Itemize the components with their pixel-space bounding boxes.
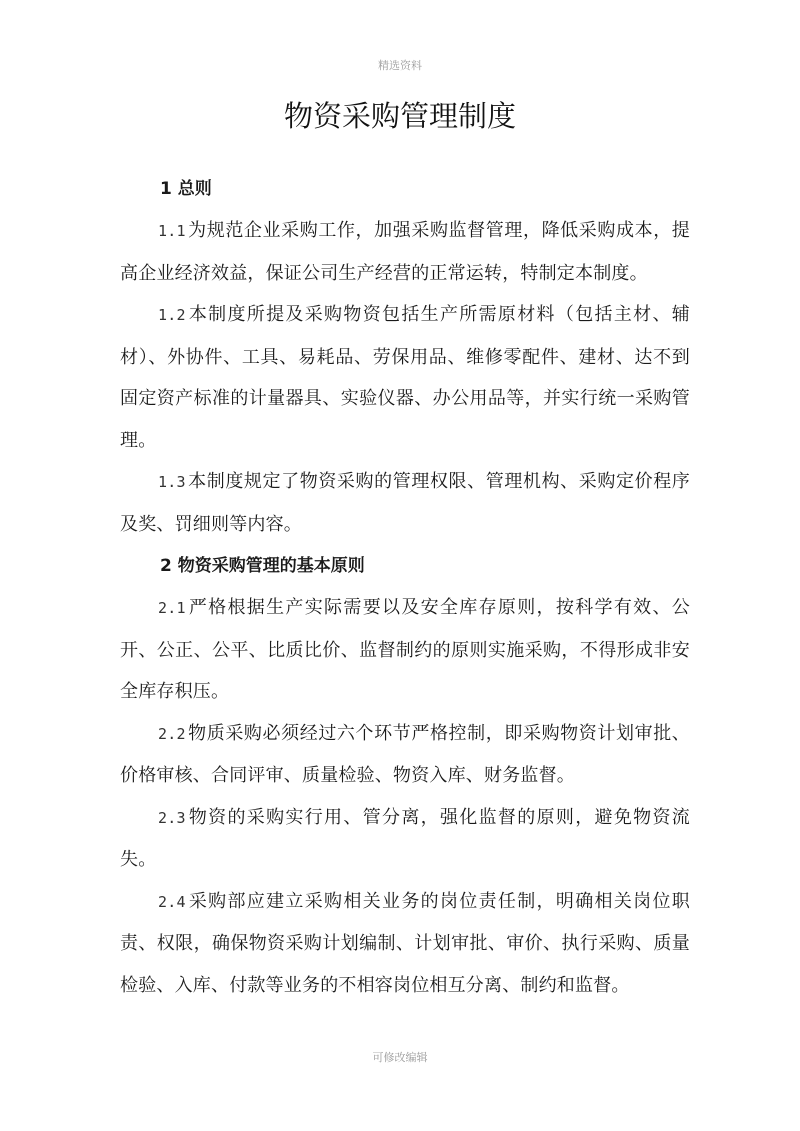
section-heading: 2 物资采购管理的基本原则 <box>160 556 365 576</box>
clause-text: 物质采购必须经过六个环节严格控制，即采购物资计划审批、价格审核、合同评审、质量检验、物资入库、财务监督。 <box>120 722 690 786</box>
clause-text: 本制度所提及采购物资包括生产所需原材料（包括主材、辅材）、外协件、工具、易耗品、劳保用品、维修零配件、建材、达不到固定资产标准的计量器具、实验仪器、办公用品等，并实行统一采购管理。 <box>120 304 690 451</box>
clause-text: 为规范企业采购工作，加强采购监督管理，降低采购成本，提高企业经济效益，保证公司生产经营的正常运转，特制定本制度。 <box>120 220 690 284</box>
clause-1-2 <box>120 294 690 461</box>
clause-number: 1.1 <box>158 222 186 240</box>
clause-number: 1.3 <box>158 473 186 491</box>
clause-number: 2.4 <box>158 892 186 911</box>
clause-1-1 <box>120 210 690 294</box>
clause-text: 采购部应建立采购相关业务的岗位责任制，明确相关岗位职责、权限，确保物资采购计划编制、计划审批、审价、执行采购、质量检验、入库、付款等业务的不相容岗位相互分离、制约和监督。 <box>120 890 690 996</box>
clause-2-4 <box>120 881 690 1007</box>
clause-number: 1.2 <box>158 306 186 324</box>
document-title: 物资采购管理制度 <box>283 99 516 133</box>
document-body <box>120 168 690 1006</box>
clause-1-3 <box>120 461 690 545</box>
page-footer: 可修改编辑 <box>372 1051 428 1064</box>
page-header: 精选资料 <box>378 59 422 72</box>
section-heading: 1 总则 <box>160 179 212 199</box>
clause-2-3 <box>120 797 690 881</box>
clause-number: 2.2 <box>158 724 186 743</box>
clause-text: 严格根据生产实际需要以及安全库存原则，按科学有效、公开、公正、公平、比质比价、监督制约的原则实施采购，不得形成非安全库存积压。 <box>120 597 690 702</box>
clause-text: 物资的采购实行用、管分离，强化监督的原则，避免物资流失。 <box>120 806 690 870</box>
clause-2-1 <box>120 587 690 713</box>
clause-text: 本制度规定了物资采购的管理权限、管理机构、采购定价程序及奖、罚细则等内容。 <box>120 471 690 535</box>
clause-number: 2.1 <box>158 599 186 617</box>
clause-number: 2.3 <box>158 808 186 827</box>
clause-2-2 <box>120 713 690 797</box>
